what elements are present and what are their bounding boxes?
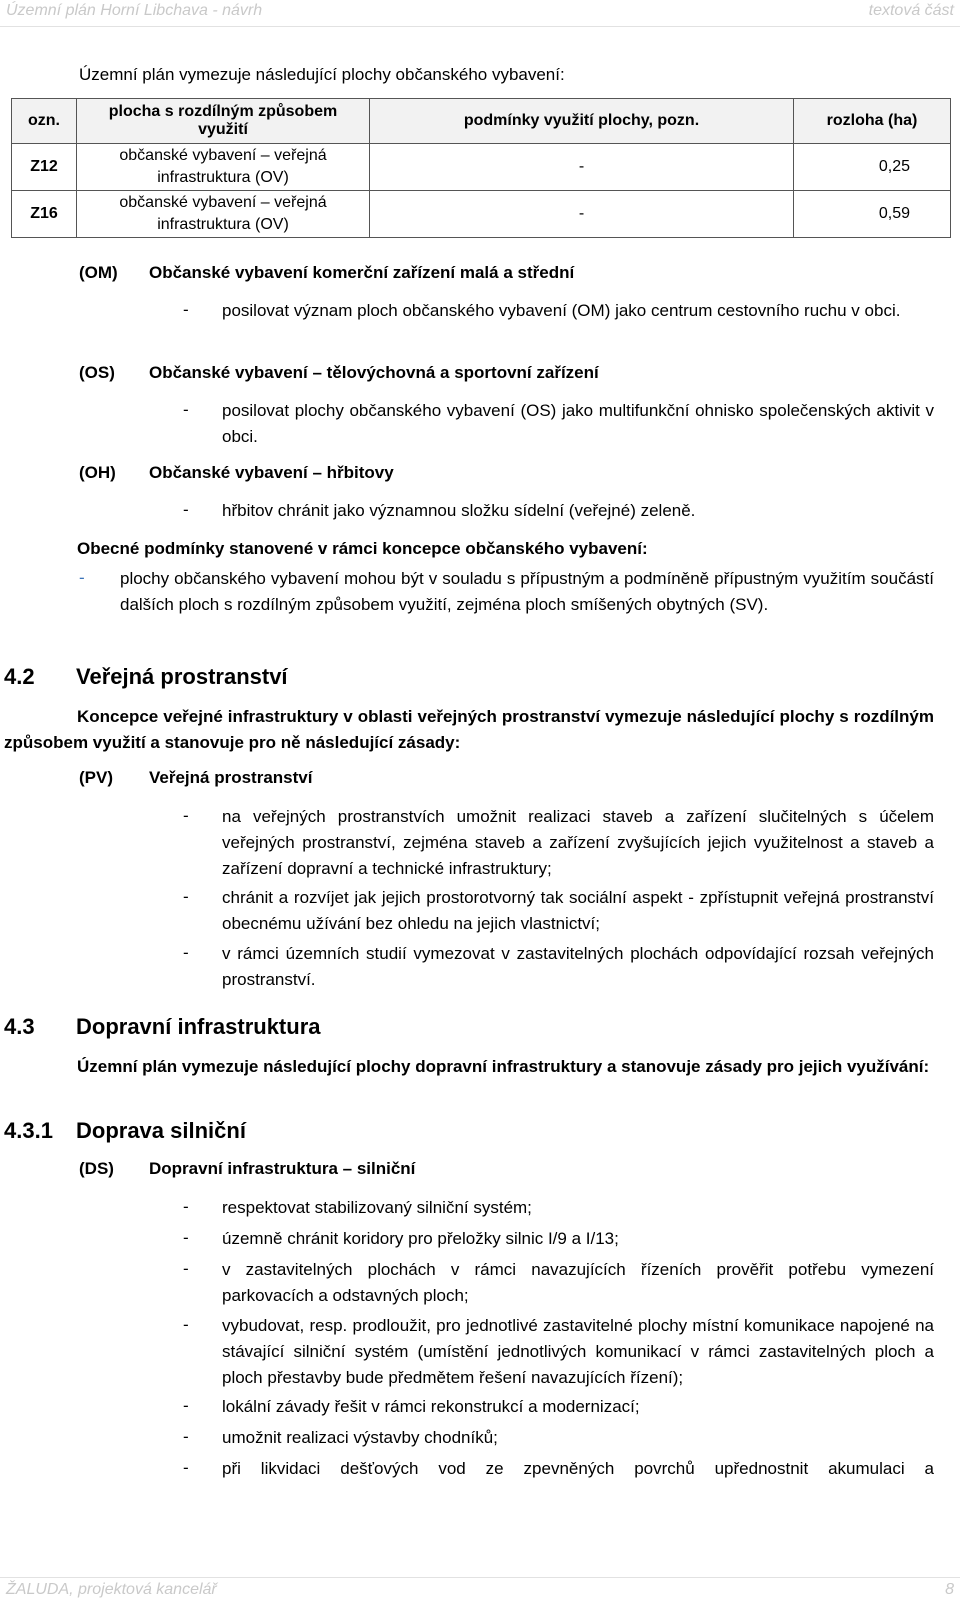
bullet-text: respektovat stabilizovaný silniční systém;: [222, 1198, 532, 1217]
section-number: 4.3.1: [4, 1118, 53, 1143]
table-cell-conditions: -: [370, 144, 794, 191]
category-code-pv: (PV): [79, 768, 113, 787]
section-title: Dopravní infrastruktura: [76, 1014, 321, 1039]
bullet-text: lokální závady řešit v rámci rekonstrukcí a modernizací;: [222, 1397, 640, 1416]
bullet-dash: -: [183, 1396, 189, 1415]
document-header-title: Územní plán Horní Libchava - návrh: [6, 2, 263, 19]
bullet-dash: -: [183, 1259, 189, 1278]
category-code-om: (OM): [79, 263, 118, 282]
bullet-dash: -: [183, 1427, 189, 1446]
page-number: 8: [945, 1581, 954, 1598]
table-cell-usage: občanské vybavení – veřejná infrastruktura (OV): [77, 144, 370, 191]
category-title-ds: Dopravní infrastruktura – silniční: [149, 1159, 416, 1178]
category-title-pv: Veřejná prostranství: [149, 768, 313, 787]
bullet-dash: -: [183, 300, 189, 319]
bullet-text: hřbitov chránit jako významnou složku sídelní (veřejné) zeleně.: [222, 501, 696, 520]
bullet-dash: -: [183, 400, 189, 419]
section-number: 4.2: [4, 664, 35, 689]
header-divider: [0, 26, 960, 27]
table-cell-usage: občanské vybavení – veřejná infrastruktura (OV): [77, 191, 370, 238]
bullet-text: umožnit realizaci výstavby chodníků;: [222, 1428, 498, 1447]
bullet-text: při likvidaci dešťových vod ze zpevněných povrchů upřednostnit akumulaci a: [222, 1459, 934, 1478]
section-intro: Územní plán vymezuje následující plochy dopravní infrastruktury a stanovuje zásady pro jejich využívání:: [77, 1057, 930, 1076]
category-code-os: (OS): [79, 363, 115, 382]
table-header-area: rozloha (ha): [794, 99, 951, 144]
document-footer-author: ŽALUDA, projektová kancelář: [6, 1581, 217, 1598]
bullet-dash: -: [183, 1458, 189, 1477]
bullet-dash: -: [183, 1197, 189, 1216]
bullet-dash: -: [183, 943, 189, 962]
bullet-dash: -: [183, 500, 189, 519]
bullet-text: v zastavitelných plochách v rámci navazujících řízeních prověřit potřebu vymezení parkovacích a odstavných ploch;: [222, 1260, 934, 1305]
bullet-dash: -: [79, 568, 85, 587]
bullet-text: vybudovat, resp. prodloužit, pro jednotlivé zastavitelné plochy místní komunikace napojené na stávající silniční systém (umístění jednotlivých komunikací v rámci zastavitelných ploch a ploch přestavby bude předmětem řešení navazujících řízení);: [222, 1316, 934, 1387]
table-cell-conditions: -: [370, 191, 794, 238]
footer-divider: [0, 1577, 960, 1578]
category-code-oh: (OH): [79, 463, 116, 482]
section-intro: Koncepce veřejné infrastruktury v oblasti veřejných prostranství vymezuje následující plochy s rozdílným způsobem využití a stanovuje pro ně následující zásady:: [4, 707, 934, 752]
table-row: [12, 191, 951, 238]
table-cell-code: Z12: [12, 144, 77, 191]
bullet-text: územně chránit koridory pro přeložky silnic I/9 a I/13;: [222, 1229, 619, 1248]
bullet-text: na veřejných prostranstvích umožnit realizaci staveb a zařízení slučitelných s účelem veřejných prostranství, zejména staveb a zařízení zvyšujících jejich využitelnost a staveb a zařízení dopravní a technické infrastruktury;: [222, 807, 934, 878]
category-title-os: Občanské vybavení – tělovýchovná a sportovní zařízení: [149, 363, 599, 382]
bullet-text: posilovat význam ploch občanského vybavení (OM) jako centrum cestovního ruchu v obci.: [222, 301, 901, 320]
table-header-conditions: podmínky využití plochy, pozn.: [370, 99, 794, 144]
table-header-usage: plocha s rozdílným způsobem využití: [77, 99, 370, 144]
section-heading-4-3: [4, 1014, 321, 1040]
bullet-dash: -: [183, 806, 189, 825]
category-title-om: Občanské vybavení komerční zařízení malá a střední: [149, 263, 575, 282]
table-cell-area: 0,25: [794, 144, 951, 191]
section-title: Veřejná prostranství: [76, 664, 288, 689]
section-heading-4-3-1: [4, 1118, 246, 1144]
bullet-dash: -: [183, 887, 189, 906]
table-row: [12, 144, 951, 191]
document-header-part: textová část: [868, 2, 954, 19]
bullet-dash: -: [183, 1228, 189, 1247]
general-conditions-bullet: plochy občanského vybavení mohou být v souladu s přípustným a podmíněně přípustným využitím součástí dalších ploch s rozdílným způsobem využití, zejména ploch smíšených obytných (SV).: [120, 569, 934, 614]
category-code-ds: (DS): [79, 1159, 114, 1178]
table-header-row: [12, 99, 951, 144]
table-header-code: ozn.: [12, 99, 77, 144]
bullet-text: v rámci územních studií vymezovat v zastavitelných plochách odpovídající rozsah veřejných prostranství.: [222, 944, 934, 989]
category-title-oh: Občanské vybavení – hřbitovy: [149, 463, 394, 482]
table-cell-code: Z16: [12, 191, 77, 238]
bullet-dash: -: [183, 1315, 189, 1334]
general-conditions-title: Obecné podmínky stanovené v rámci koncepce občanského vybavení:: [77, 539, 648, 558]
section-heading-4-2: [4, 664, 288, 690]
table-cell-area: 0,59: [794, 191, 951, 238]
intro-text: Územní plán vymezuje následující plochy občanského vybavení:: [79, 65, 565, 84]
bullet-text: chránit a rozvíjet jak jejich prostorotvorný tak sociální aspekt - zpřístupnit veřejná prostranství obecnému užívání bez ohledu na jejich vlastnictví;: [222, 888, 934, 933]
civic-amenities-table: [11, 98, 951, 238]
section-number: 4.3: [4, 1014, 35, 1039]
bullet-text: posilovat plochy občanského vybavení (OS) jako multifunkční ohnisko společenských aktivit v obci.: [222, 401, 934, 446]
section-title: Doprava silniční: [76, 1118, 246, 1143]
